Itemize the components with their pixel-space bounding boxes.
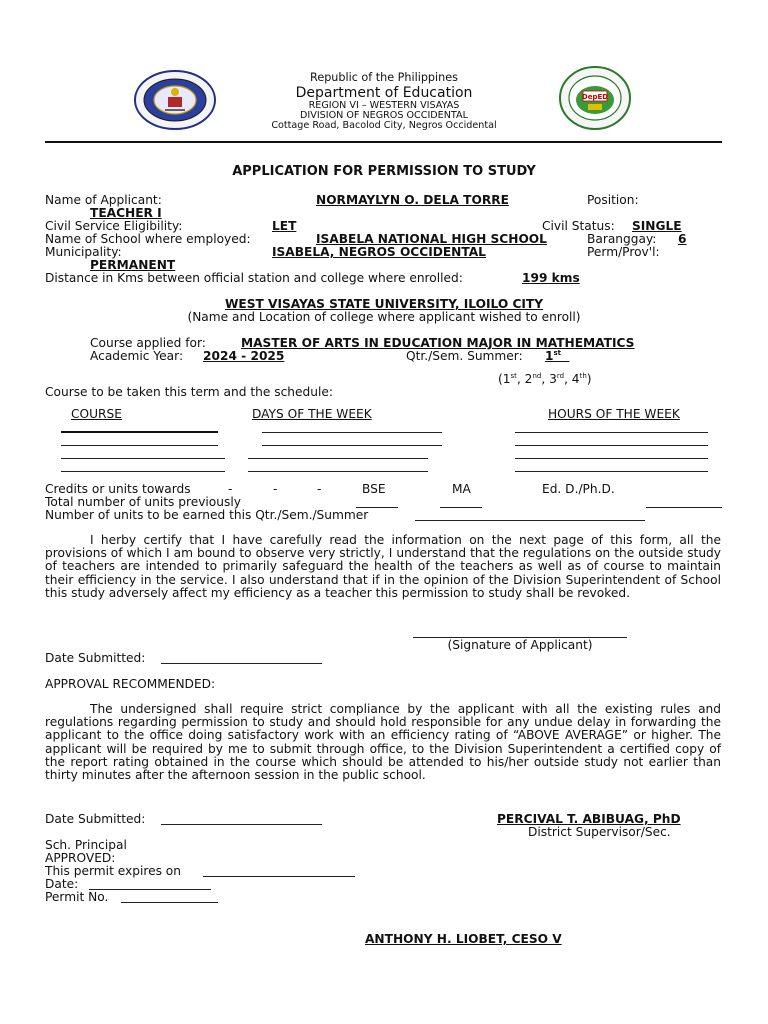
- perm-label: Perm/Prov'l:: [587, 245, 660, 259]
- date-submitted-label: Date Submitted:: [45, 651, 146, 665]
- date-submitted-line-2[interactable]: [161, 824, 322, 825]
- header-republic: Republic of the Philippines: [310, 71, 458, 84]
- superintendent-name: ANTHONY H. LIOBET, CESO V: [365, 932, 562, 946]
- civil-status-label: Civil Status:: [542, 219, 615, 233]
- schedule-hours-line[interactable]: [515, 432, 708, 433]
- semester-label: Qtr./Sem. Summer:: [406, 349, 523, 363]
- schedule-days-line[interactable]: [248, 458, 428, 459]
- position-label: Position:: [587, 193, 639, 207]
- units-earned-label: Number of units to be earned this Qtr./Sem./Summer: [45, 508, 369, 522]
- undersigned-paragraph: The undersigned shall require strict compliance by the applicant with all the existing rules and regulations regarding permission to study and should hold responsible for any undue delay in forwarding the applicant to the office doing satisfactory work with an efficiency rating of “ABOVE AVERAGE” or higher. The applicant will be required by me to submit through office, to the Division Superintendent a certified copy of the report rating obtained in the course which should be attended to his/her outside study not earlier than thirty minutes after the afternoon session in the public school.: [45, 702, 721, 783]
- supervisor-name: PERCIVAL T. ABIBUAG, PhD: [497, 812, 681, 826]
- certify-paragraph: I herby certify that I have carefully read the information on the next page of this form, all the provisions of which I am bound to observe very strictly, I understand that the regulations on the outside study of teachers are intended to primarily safeguard the health of the teachers as well as of course to maintain their efficiency in the service. I also understand that if in the opinion of the Division Superintendent of School this study adversely affect my efficiency as a teacher this permission to study shall be revoked.: [45, 533, 721, 600]
- form-title: APPLICATION FOR PERMISSION TO STUDY: [232, 164, 536, 179]
- barangay-value: 6: [678, 232, 687, 246]
- municipality-label: Municipality:: [45, 245, 122, 259]
- schedule-course-line[interactable]: [61, 431, 218, 433]
- credits-edd: Ed. D./Ph.D.: [542, 482, 615, 496]
- semester-options: (1st, 2nd, 3rd, 4th): [498, 371, 592, 386]
- course-value: MASTER OF ARTS IN EDUCATION MAJOR IN MATHEMATICS: [241, 336, 635, 350]
- schedule-intro: Course to be taken this term and the schedule:: [45, 385, 333, 399]
- schedule-days-line[interactable]: [248, 471, 428, 472]
- eligibility-label: Civil Service Eligibility:: [45, 219, 183, 233]
- supervisor-title: District Supervisor/Sec.: [528, 825, 671, 839]
- total-units-label: Total number of units previously: [45, 495, 241, 509]
- college-caption: (Name and Location of college where applicant wished to enroll): [187, 310, 581, 324]
- eligibility-value: LET: [272, 219, 297, 233]
- approval-recommended: APPROVAL RECOMMENDED:: [45, 677, 216, 691]
- credits-dash: -: [228, 482, 233, 496]
- semester-value: [545, 349, 570, 363]
- credits-dash: -: [317, 482, 322, 496]
- total-units-ma-line[interactable]: [440, 507, 482, 508]
- semester-suffix: st: [553, 348, 561, 357]
- course-label: Course applied for:: [90, 336, 206, 350]
- header-divider: [45, 141, 722, 143]
- credits-dash: -: [273, 482, 278, 496]
- school-label: Name of School where employed:: [45, 232, 251, 246]
- name-label: Name of Applicant:: [45, 193, 162, 207]
- college-value: WEST VISAYAS STATE UNIVERSITY, ILOILO CITY: [224, 297, 544, 311]
- distance-value: 199 kms: [522, 271, 580, 285]
- schedule-hours-line[interactable]: [515, 445, 708, 446]
- schedule-days-line[interactable]: [262, 445, 442, 446]
- division-seal-center: DepED: [581, 93, 609, 101]
- schedule-hours-line[interactable]: [515, 471, 708, 472]
- schedule-hours-line[interactable]: [515, 458, 708, 459]
- header-division: DIVISION OF NEGROS OCCIDENTAL: [300, 110, 468, 121]
- credits-bse: BSE: [362, 482, 386, 496]
- date-submitted-label-2: Date Submitted:: [45, 812, 146, 826]
- signature-caption: (Signature of Applicant): [447, 638, 593, 652]
- distance-label: Distance in Kms between official station and college where enrolled:: [45, 271, 463, 285]
- col-hours: HOURS OF THE WEEK: [548, 407, 680, 421]
- municipality-value: ISABELA, NEGROS OCCIDENTAL: [272, 245, 486, 259]
- credits-ma: MA: [452, 482, 471, 496]
- semester-number: 1: [545, 349, 554, 363]
- civil-status-value: SINGLE: [632, 219, 682, 233]
- col-course: COURSE: [71, 407, 122, 421]
- permit-no-label: Permit No.: [45, 890, 109, 904]
- name-value: NORMAYLYN O. DELA TORRE: [316, 193, 509, 207]
- expires-line[interactable]: [203, 876, 355, 877]
- principal-label: Sch. Principal: [45, 838, 127, 852]
- date-submitted-line[interactable]: [161, 663, 322, 664]
- deped-seal: [132, 70, 218, 130]
- permit-no-line[interactable]: [121, 902, 218, 903]
- division-seal: [558, 66, 632, 130]
- academic-year-value: 2024 - 2025: [203, 349, 285, 363]
- header-address: Cottage Road, Bacolod City, Negros Occidental: [271, 120, 497, 131]
- header-department: Department of Education: [295, 85, 473, 101]
- date-label: Date:: [45, 877, 79, 891]
- expires-label: This permit expires on: [45, 864, 181, 878]
- total-units-edd-line[interactable]: [646, 507, 722, 508]
- header-region: REGION VI – WESTERN VISAYAS: [308, 100, 460, 111]
- perm-value: PERMANENT: [90, 258, 176, 272]
- position-value: TEACHER I: [90, 206, 162, 220]
- schedule-course-line[interactable]: [61, 471, 225, 472]
- schedule-course-line[interactable]: [61, 445, 218, 446]
- schedule-days-line[interactable]: [262, 432, 442, 433]
- credits-label: Credits or units towards: [45, 482, 191, 496]
- academic-year-label: Academic Year:: [90, 349, 184, 363]
- units-earned-line[interactable]: [415, 520, 645, 521]
- school-value: ISABELA NATIONAL HIGH SCHOOL: [316, 232, 547, 246]
- barangay-label: Baranggay:: [587, 232, 657, 246]
- schedule-course-line[interactable]: [61, 458, 225, 459]
- approved-label: APPROVED:: [45, 851, 116, 865]
- col-days: DAYS OF THE WEEK: [252, 407, 372, 421]
